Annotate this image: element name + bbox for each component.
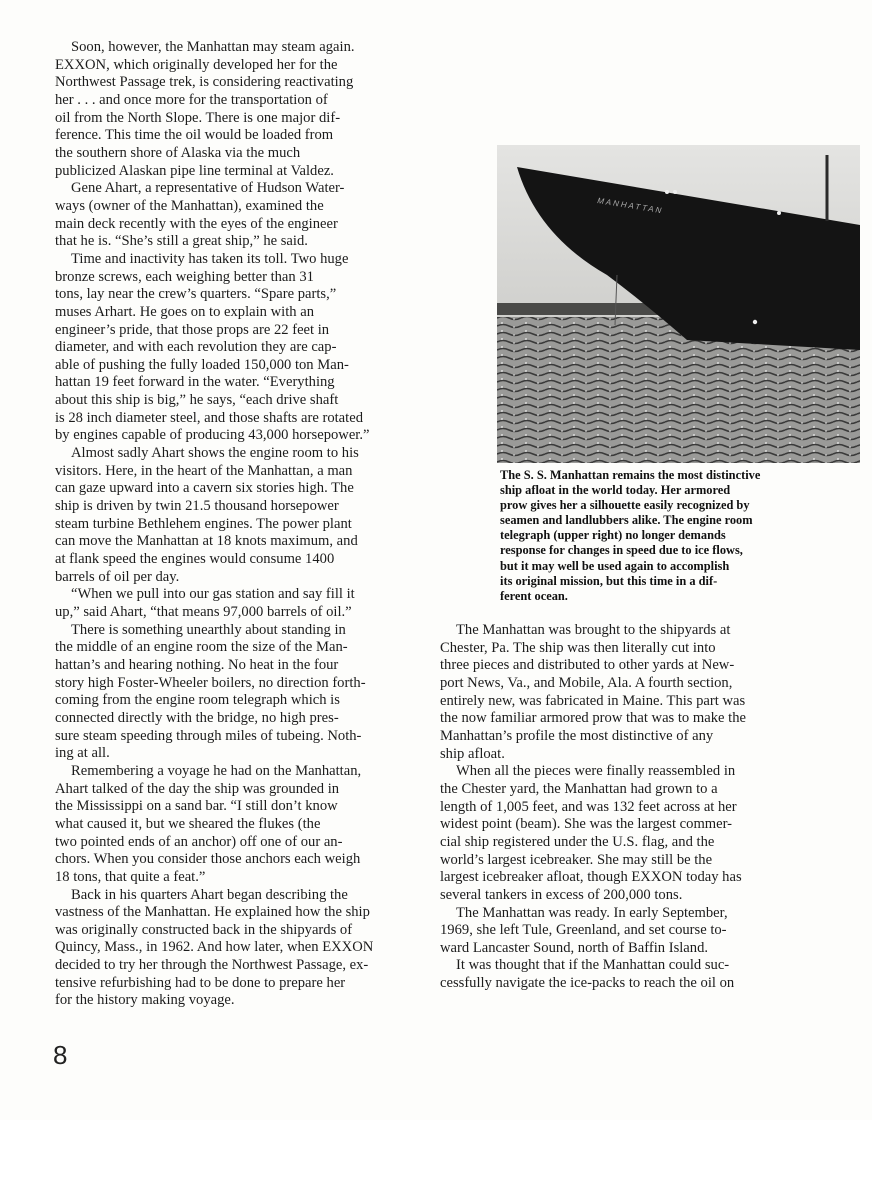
text-line: hattan 19 feet forward in the water. “Everything bbox=[55, 374, 335, 391]
text-line: diameter, and with each revolution they are cap- bbox=[55, 339, 337, 356]
text-line: barrels of oil per day. bbox=[55, 568, 180, 585]
text-line: entirely new, was fabricated in Maine. This part was bbox=[440, 692, 746, 709]
text-line: at flank speed the engines would consume 1400 bbox=[55, 551, 335, 568]
ship-photo bbox=[497, 145, 860, 463]
text-line: main deck recently with the eyes of the engineer bbox=[55, 215, 338, 232]
text-line: largest icebreaker afloat, though EXXON today has bbox=[440, 869, 742, 886]
caption-line: seamen and landlubbers alike. The engine room bbox=[500, 513, 753, 528]
text-line: for the history making voyage. bbox=[55, 992, 235, 1009]
text-line: Ahart talked of the day the ship was grounded in bbox=[55, 780, 340, 797]
text-line: Northwest Passage trek, is considering reactivating bbox=[55, 74, 354, 91]
text-line: hattan’s and hearing nothing. No heat in the four bbox=[55, 656, 339, 673]
text-line: sure steam speeding through miles of tubeing. Noth- bbox=[55, 727, 362, 744]
text-line: ward Lancaster Sound, north of Baffin Island. bbox=[440, 939, 709, 956]
page-number: 8 bbox=[53, 1040, 68, 1070]
text-line: by engines capable of producing 43,000 horsepower.” bbox=[55, 427, 370, 444]
text-line: Quincy, Mass., in 1962. And how later, when EXXON bbox=[55, 939, 374, 956]
text-line: the southern shore of Alaska via the much bbox=[55, 144, 301, 161]
text-line: is 28 inch diameter steel, and those shafts are rotated bbox=[55, 409, 363, 426]
text-line: the middle of an engine room the size of the Man- bbox=[55, 639, 348, 656]
text-line: the Mississippi on a sand bar. “I still don’t know bbox=[55, 798, 338, 815]
text-line: can gaze upward into a cavern six stories high. The bbox=[55, 480, 354, 497]
text-line: was originally constructed back in the shipyards of bbox=[55, 921, 353, 938]
caption-line: response for changes in speed due to ice flows, bbox=[500, 543, 743, 558]
text-line: about this ship is big,” he says, “each drive shaft bbox=[55, 392, 339, 409]
text-line: two pointed ends of an anchor) off one of our an- bbox=[55, 833, 343, 850]
text-line: able of pushing the fully loaded 150,000 ton Man- bbox=[55, 356, 349, 373]
photo-caption bbox=[500, 468, 820, 604]
text-line: tons, lay near the crew’s quarters. “Spare parts,” bbox=[55, 286, 337, 303]
text-line: that he is. “She’s still a great ship,” he said. bbox=[55, 233, 308, 250]
text-line: story high Foster-Wheeler boilers, no direction forth- bbox=[55, 674, 366, 691]
text-line: connected directly with the bridge, no high pres- bbox=[55, 709, 339, 726]
text-line: ing at all. bbox=[55, 745, 110, 762]
text-line: engineer’s pride, that those props are 22 feet in bbox=[55, 321, 330, 338]
text-line: coming from the engine room telegraph which is bbox=[55, 692, 340, 709]
text-line: cessfully navigate the ice-packs to reach the oil on bbox=[440, 975, 735, 992]
text-line: up,” said Ahart, “that means 97,000 barrels of oil.” bbox=[55, 604, 352, 620]
text-line: “When we pull into our gas station and say fill it bbox=[71, 586, 355, 603]
text-line: length of 1,005 feet, and was 132 feet across at her bbox=[440, 798, 737, 815]
right-text-column bbox=[440, 622, 820, 993]
caption-line: but it may well be used again to accomplish bbox=[500, 558, 730, 573]
text-line: There is something unearthly about standing in bbox=[71, 621, 346, 638]
text-line: three pieces and distributed to other yards at New- bbox=[440, 657, 735, 674]
text-line: can move the Manhattan at 18 knots maximum, and bbox=[55, 533, 358, 550]
text-line: chors. When you consider those anchors each weigh bbox=[55, 851, 361, 868]
text-line: bronze screws, each weighing better than 31 bbox=[55, 268, 314, 285]
text-line: her . . . and once more for the transportation of bbox=[55, 91, 328, 108]
hull-lettering: MANHATTAN bbox=[596, 196, 664, 216]
text-line: oil from the North Slope. There is one major dif- bbox=[55, 109, 341, 126]
text-line: It was thought that if the Manhattan could suc- bbox=[456, 957, 730, 974]
text-line: The Manhattan was brought to the shipyards at bbox=[456, 622, 731, 638]
text-line: muses Arhart. He goes on to explain with an bbox=[55, 303, 314, 320]
text-line: world’s largest icebreaker. She may still be the bbox=[440, 851, 713, 868]
text-line: ference. This time the oil would be loaded from bbox=[55, 127, 334, 144]
text-line: 1969, she left Tule, Greenland, and set course to- bbox=[440, 922, 727, 939]
text-line: the Chester yard, the Manhattan had grown to a bbox=[440, 780, 718, 797]
text-line: Chester, Pa. The ship was then literally cut into bbox=[440, 639, 716, 656]
text-line: what caused it, but we sheared the flukes (the bbox=[55, 815, 321, 832]
caption-line: The S. S. Manhattan remains the most distinctive bbox=[500, 468, 761, 482]
text-line: Remembering a voyage he had on the Manhattan, bbox=[71, 762, 362, 779]
text-line: Soon, however, the Manhattan may steam again. bbox=[71, 39, 355, 55]
text-line: 18 tons, that quite a feat.” bbox=[55, 868, 206, 885]
text-line: Gene Ahart, a representative of Hudson Water- bbox=[71, 180, 345, 197]
text-line: ways (owner of the Manhattan), examined the bbox=[55, 197, 324, 214]
caption-line: telegraph (upper right) no longer demands bbox=[500, 528, 726, 543]
caption-line: ship afloat in the world today. Her armored bbox=[500, 483, 731, 498]
text-line: decided to try her through the Northwest Passage, ex- bbox=[55, 957, 369, 974]
text-line: cial ship registered under the U.S. flag, and the bbox=[440, 833, 715, 850]
page-bottom-margin bbox=[0, 1120, 872, 1200]
text-line: EXXON, which originally developed her for the bbox=[55, 56, 338, 73]
text-line: ship afloat. bbox=[440, 745, 505, 762]
text-line: the now familiar armored prow that was to make the bbox=[440, 710, 746, 727]
text-line: The Manhattan was ready. In early September, bbox=[456, 904, 728, 921]
text-line: Back in his quarters Ahart began describing the bbox=[71, 886, 348, 903]
text-line: When all the pieces were finally reassembled in bbox=[456, 763, 736, 780]
text-line: Time and inactivity has taken its toll. Two huge bbox=[71, 250, 349, 267]
text-line: publicized Alaskan pipe line terminal at Valdez. bbox=[55, 162, 334, 179]
text-line: steam turbine Bethlehem engines. The power plant bbox=[55, 515, 352, 532]
text-line: vastness of the Manhattan. He explained how the ship bbox=[55, 904, 370, 921]
text-line: Manhattan’s profile the most distinctive of any bbox=[440, 727, 714, 744]
text-line: widest point (beam). She was the largest commer- bbox=[440, 816, 733, 833]
text-line: visitors. Here, in the heart of the Manhattan, a man bbox=[55, 462, 353, 479]
text-line: ship is driven by twin 21.5 thousand horsepower bbox=[55, 498, 339, 515]
left-text-column bbox=[55, 39, 425, 1010]
text-line: tensive refurbishing had to be done to prepare her bbox=[55, 974, 346, 991]
caption-line: ferent ocean. bbox=[500, 588, 568, 603]
text-line: port News, Va., and Mobile, Ala. A fourth section, bbox=[440, 674, 733, 691]
text-line: several tankers in excess of 200,000 tons. bbox=[440, 886, 683, 903]
caption-line: prow gives her a silhouette easily recognized by bbox=[500, 498, 750, 513]
manhattan-bow-image bbox=[497, 145, 860, 463]
caption-line: its original mission, but this time in a dif- bbox=[500, 573, 718, 588]
text-line: Almost sadly Ahart shows the engine room to his bbox=[71, 445, 359, 462]
